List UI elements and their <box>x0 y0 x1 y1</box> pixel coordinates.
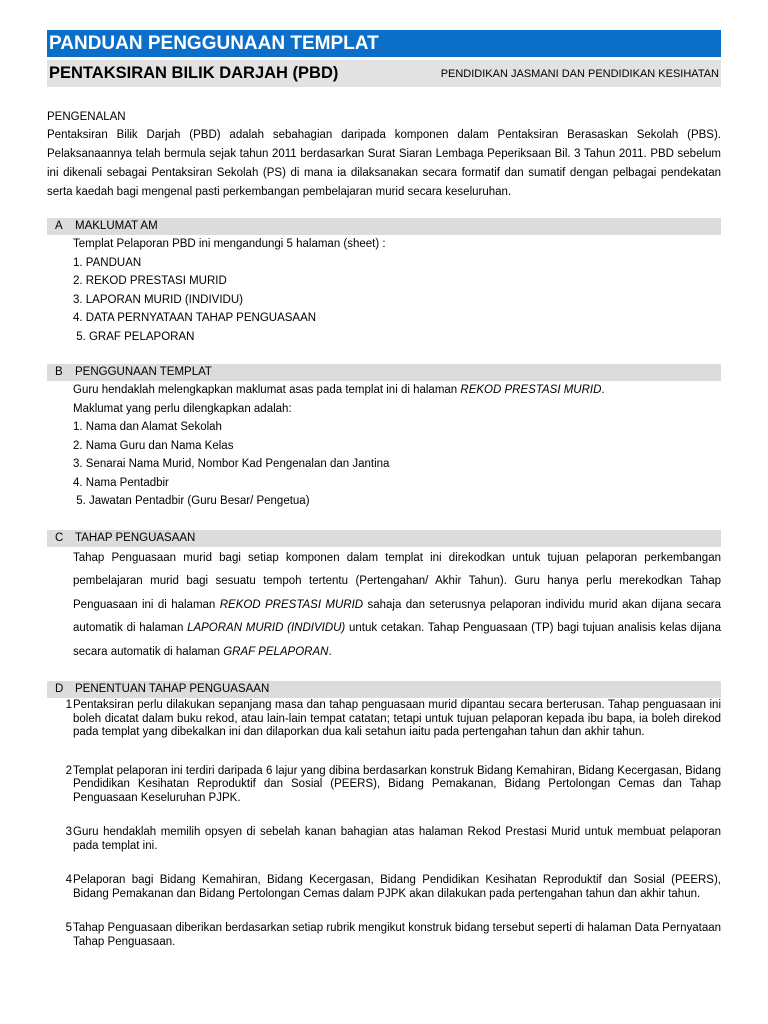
text: Guru hendaklah melengkapkan maklumat asas pada templat ini di halaman <box>73 384 461 396</box>
subtitle: PENTAKSIRAN BILIK DARJAH (PBD) <box>49 64 339 82</box>
intro-title: PENGENALAN <box>47 111 126 123</box>
section-a-header <box>47 218 721 235</box>
section-letter: C <box>55 531 64 544</box>
section-a-intro: Templat Pelaporan PBD ini mengandungi 5 halaman (sheet) : <box>73 238 386 250</box>
document-title: PANDUAN PENGGUNAAN TEMPLAT <box>47 30 721 57</box>
section-b-body <box>47 381 721 511</box>
section-title: MAKLUMAT AM <box>75 220 158 232</box>
section-b-line1 <box>73 381 721 400</box>
list-item: 4. Nama Pentadbir <box>73 476 169 489</box>
section-b-header <box>47 364 721 381</box>
section-c-header <box>47 530 721 547</box>
text: sahaja dan seterusnya pelaporan individu murid akan dijana secara automatik di halaman <box>73 598 722 634</box>
section-c-body <box>47 547 721 665</box>
list-item: 3. LAPORAN MURID (INDIVIDU) <box>73 293 243 306</box>
section-title: PENENTUAN TAHAP PENGUASAAN <box>75 683 270 695</box>
numbered-item <box>47 874 721 901</box>
item-text: Tahap Penguasaan diberikan berdasarkan setiap rubrik mengikut konstruk bidang tersebut seperti di halaman Data Pernyataan Tahap Penguasaan. <box>73 922 721 948</box>
item-number: 4 <box>65 874 72 886</box>
section-a-body <box>47 235 721 346</box>
section-letter: D <box>55 683 64 695</box>
section-letter: A <box>55 220 63 232</box>
section-title: PENGGUNAAN TEMPLAT <box>75 366 212 378</box>
list-item: 5. GRAF PELAPORAN <box>73 330 195 343</box>
item-number: 1 <box>65 699 72 711</box>
item-text: Templat pelaporan ini terdiri daripada 6 lajur yang dibina berdasarkan konstruk Bidang Kemahiran, Bidang Kecergasan, Bidang Pendidikan Kesihatan Reproduktif dan Sosial (PEERS), Bidang Pemakanan, Bidang Pertolongan Cemas dan Tahap Penguasaan Keseluruhan PJPK. <box>73 764 721 804</box>
list-item: 4. DATA PERNYATAAN TAHAP PENGUASAAN <box>73 312 317 324</box>
item-text: Pelaporan bagi Bidang Kemahiran, Bidang Kecergasan, Bidang Pendidikan Kesihatan Reproduktif dan Sosial (PEERS), Bidang Pemakanan dan Bidang Pertolongan Cemas dalam PJPK akan dilakukan pada pertengahan tahun dan akhir tahun. <box>73 874 721 900</box>
list-item: 2. Nama Guru dan Nama Kelas <box>73 439 234 452</box>
emphasis: LAPORAN MURID (INDIVIDU) <box>187 622 346 634</box>
text: Tahap Penguasaan murid bagi setiap komponen dalam templat ini direkodkan untuk tujuan pelaporan perkembangan pembelajaran murid bagi sesuatu tempoh tertentu (Pertengahan/ Akhir Tahun). Guru hanya perlu merekodkan Tahap Penguasaan ini di halaman <box>73 551 721 611</box>
section-d-header <box>47 681 721 698</box>
list-item: 1. PANDUAN <box>73 256 142 269</box>
item-text: Pentaksiran perlu dilakukan sepanjang masa dan tahap penguasaan murid dipantau secara berterusan. Tahap penguasaan ini boleh dicatat dalam buku rekod, atau lain-lain tempat catatan; tetapi untuk tujuan pelaporan kepada ibu bapa, ia boleh direkod pada templat yang dibekalkan ini dan dilaporkan dua kali setahun iaitu pada pertengahan tahun dan akhir tahun. <box>73 699 721 738</box>
subject-label: PENDIDIKAN JASMANI DAN PENDIDIKAN KESIHATAN <box>440 67 719 80</box>
item-number: 5 <box>65 922 72 934</box>
emphasis: REKOD PRESTASI MURID <box>460 384 602 396</box>
section-d-body <box>47 699 721 949</box>
numbered-item <box>47 922 721 949</box>
intro-text: Pentaksiran Bilik Darjah (PBD) adalah sebahagian daripada komponen dalam Pentaksiran Berasaskan Sekolah (PBS). Pelaksanaannya telah bermula sejak tahun 2011 berdasarkan Surat Siaran Lembaga Peperiksaan Bil. 3 Tahun 2011. PBD sebelum ini dikenali sebagai Pentaksiran Sekolah (PS) di mana ia dilaksanakan secara formatif dan sumatif dengan pelbagai pendekatan serta kaedah bagi mengenal pasti perkembangan pembelajaran murid secara keseluruhan. <box>47 129 721 198</box>
emphasis: REKOD PRESTASI MURID <box>219 598 364 611</box>
list-item: 2. REKOD PRESTASI MURID <box>73 275 227 287</box>
section-letter: B <box>55 366 63 378</box>
numbered-item <box>47 826 721 853</box>
text: . <box>328 645 332 658</box>
text: . <box>601 384 605 396</box>
numbered-item <box>47 699 721 740</box>
numbered-item <box>47 765 721 806</box>
list-item: 5. Jawatan Pentadbir (Guru Besar/ Pengetua) <box>73 495 310 507</box>
emphasis: GRAF PELAPORAN <box>223 645 329 658</box>
subtitle-bar <box>47 60 721 87</box>
list-item: 1. Nama dan Alamat Sekolah <box>73 421 222 433</box>
section-b-line2: Maklumat yang perlu dilengkapkan adalah: <box>73 402 292 415</box>
list-item: 3. Senarai Nama Murid, Nombor Kad Pengenalan dan Jantina <box>73 458 390 470</box>
document-page <box>47 30 721 949</box>
item-number: 3 <box>65 826 72 838</box>
item-text: Guru hendaklah memilih opsyen di sebelah kanan bahagian atas halaman Rekod Prestasi Murid untuk membuat pelaporan pada templat ini. <box>73 826 721 852</box>
section-title: TAHAP PENGUASAAN <box>75 531 196 544</box>
text: untuk cetakan. Tahap Penguasaan (TP) bagi tujuan analisis kelas dijana secara automatik di halaman <box>73 622 721 658</box>
item-number: 2 <box>65 764 72 777</box>
